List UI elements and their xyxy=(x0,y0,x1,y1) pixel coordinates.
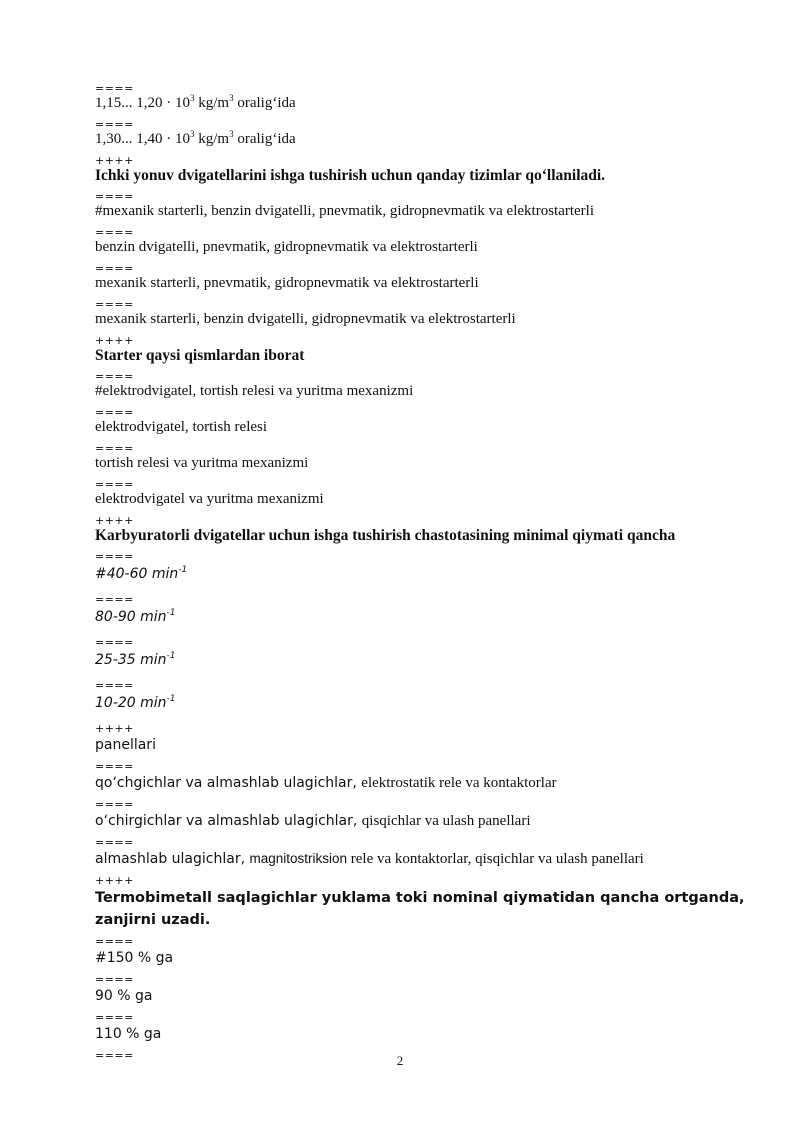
answer-option: mexanik starterli, pnevmatik, gidropnevmatik va elektrostarterli xyxy=(95,275,479,291)
separator: ==== xyxy=(95,1049,134,1062)
separator: ==== xyxy=(95,679,134,692)
answer-option: elektrodvigatel, tortish relesi xyxy=(95,419,268,435)
answer-option: 110 % ga xyxy=(95,1026,162,1042)
separator: ==== xyxy=(95,118,134,131)
page-number: 2 xyxy=(396,1053,404,1068)
separator: ==== xyxy=(95,836,134,849)
separator: ==== xyxy=(95,550,134,563)
separator: ==== xyxy=(95,226,134,239)
separator: ==== xyxy=(95,190,134,203)
answer-option: #elektrodvigatel, tortish relesi va yuritma mexanizmi xyxy=(95,383,414,399)
separator: ==== xyxy=(95,478,134,491)
separator: ==== xyxy=(95,760,134,773)
separator: ==== xyxy=(95,442,134,455)
separator: ==== xyxy=(95,1011,134,1024)
question-separator: ++++ xyxy=(95,722,134,735)
document-body xyxy=(95,78,755,1062)
separator: ==== xyxy=(95,406,134,419)
answer-option: #150 % ga xyxy=(95,950,174,966)
question-text: Karbyuratorli dvigatellar uchun ishga tushirish chastotasining minimal qiymati qancha xyxy=(95,527,676,544)
separator: ==== xyxy=(95,82,134,95)
separator: ==== xyxy=(95,262,134,275)
answer-option: #40-60 $\min^{-1}$ xyxy=(95,565,188,582)
answer-option: 1,15... $1,20 \cdot 10^3$ $kg/m^3$ oralig‘ida xyxy=(95,93,296,111)
question-separator: ++++ xyxy=(95,874,134,887)
separator: ==== xyxy=(95,593,134,606)
question-text: panellari xyxy=(95,737,156,753)
answer-option: 80-90 $\min^{-1}$ xyxy=(95,608,176,625)
answer-option: o‘chirgichlar va almashlab ulagichlar, qisqichlar va ulash panellari xyxy=(95,813,531,829)
separator: ==== xyxy=(95,370,134,383)
question-text: Ichki yonuv dvigatellarini ishga tushirish uchun qanday tizimlar qo‘llaniladi. xyxy=(95,167,606,184)
answer-option: qo‘chgichlar va almashlab ulagichlar, elektrostatik rele va kontaktorlar xyxy=(95,775,557,791)
answer-option: mexanik starterli, benzin dvigatelli, gidropnevmatik va elektrostarterli xyxy=(95,311,516,327)
answer-option: 1,30... $1,40 \cdot 10^3$ $kg/m^3$ oralig‘ida xyxy=(95,129,296,147)
question-text: Starter qaysi qismlardan iborat xyxy=(95,347,305,364)
question-text: Termobimetall saqlagichlar yuklama toki nominal qiymatidan qancha ortganda, zanjirni uzadi. xyxy=(95,890,745,928)
answer-option: 25-35 $\min^{-1}$ xyxy=(95,651,176,668)
answer-option: #mexanik starterli, benzin dvigatelli, pnevmatik, gidropnevmatik va elektrostarterli xyxy=(95,203,595,219)
answer-option: almashlab ulagichlar, magnitostriksion rele va kontaktorlar, qisqichlar va ulash panellari xyxy=(95,851,644,867)
answer-option: 10-20 $\min^{-1}$ xyxy=(95,694,176,711)
question-separator: ++++ xyxy=(95,154,134,167)
question-separator: ++++ xyxy=(95,514,134,527)
answer-option: elektrodvigatel va yuritma mexanizmi xyxy=(95,491,324,507)
answer-option: 90 % ga xyxy=(95,988,153,1004)
separator: ==== xyxy=(95,636,134,649)
separator: ==== xyxy=(95,298,134,311)
answer-option: tortish relesi va yuritma mexanizmi xyxy=(95,455,309,471)
answer-option: benzin dvigatelli, pnevmatik, gidropnevmatik va elektrostarterli xyxy=(95,239,478,255)
separator: ==== xyxy=(95,973,134,986)
separator: ==== xyxy=(95,798,134,811)
question-separator: ++++ xyxy=(95,334,134,347)
separator: ==== xyxy=(95,935,134,948)
